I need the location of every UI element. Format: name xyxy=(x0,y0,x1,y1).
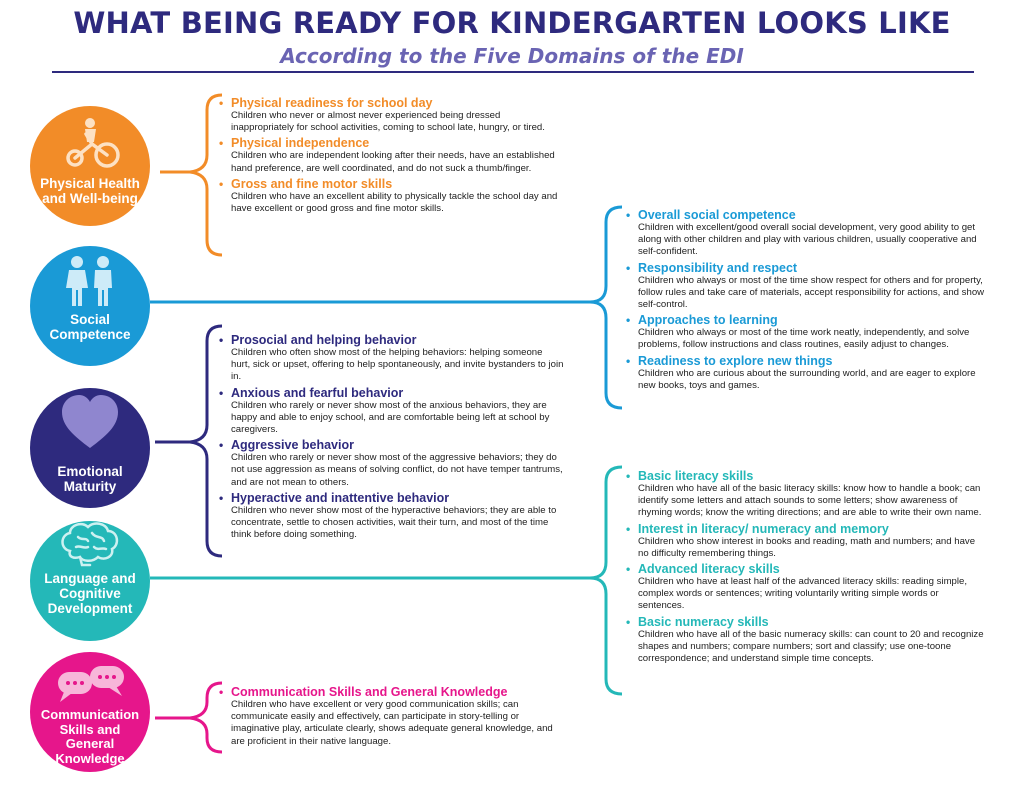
communication-bracket xyxy=(155,683,222,752)
list-item: • Physical independence Children who are independent looking after their needs, have an established hand preference, are well coordinated, and do not suck a thumb/finger. xyxy=(219,136,564,174)
list-item: • Basic numeracy skills Children who have all of the basic numeracy skills: can count to 20 and recognize shapes and numbers; compare numbers; sort and classify; use one-toone correspondence; and understand simple time concepts. xyxy=(626,615,986,666)
social-competence-circle xyxy=(30,246,150,366)
physical-bracket xyxy=(160,95,222,255)
language-cognitive-label: Language and Cognitive Development xyxy=(44,571,136,616)
language-cognitive-list xyxy=(626,469,986,667)
emotional-bracket xyxy=(155,326,222,556)
tricycle-icon xyxy=(30,114,150,177)
list-item: • Anxious and fearful behavior Children who rarely or never show most of the anxious behaviors, they are happy and able to enjoy school, and are comfortable being left at school by caregivers. xyxy=(219,386,564,437)
page-subtitle: According to the Five Domains of the EDI xyxy=(280,44,744,68)
children-icon xyxy=(30,250,150,313)
list-item: • Responsibility and respect Children who always or most of the time show respect for others and for property, follow rules and take care of materials, accept responsibility for actions, and show self-control. xyxy=(626,261,986,312)
physical-health-list xyxy=(219,96,564,217)
list-item: • Basic literacy skills Children who have all of the basic literacy skills: know how to handle a book; can identify some letters and attach sounds to some letters; show awareness of rhyming words; know the writing directions; and are able to write their own name. xyxy=(626,469,986,520)
communication-list xyxy=(219,685,564,750)
heart-icon xyxy=(30,390,150,459)
emotional-maturity-list xyxy=(219,333,564,543)
list-item: • Hyperactive and inattentive behavior Children who never show most of the hyperactive behaviors; they are able to concentrate, settle to chosen activities, wait their turn, and most of the time think before doing something. xyxy=(219,491,564,542)
list-item: • Advanced literacy skills Children who have at least half of the advanced literacy skills: reading simple, complex words or sentences; writing voluntarily writing simple words or sentences. xyxy=(626,562,986,613)
physical-health-label: Physical Health and Well-being xyxy=(40,176,140,206)
language-cognitive-circle xyxy=(30,521,150,641)
list-item: • Physical readiness for school day Children who never or almost never experienced being dressed inappropriately for school activities, coming to school late, hungry, or tired. xyxy=(219,96,564,134)
emotional-maturity-circle xyxy=(30,388,150,508)
list-item: • Interest in literacy/ numeracy and memory Children who show interest in books and reading, math and numbers; and have no difficulty remembering things. xyxy=(626,522,986,560)
emotional-maturity-label: Emotional Maturity xyxy=(57,464,123,494)
social-competence-label: Social Competence xyxy=(49,312,131,342)
list-item: • Gross and fine motor skills Children who have an excellent ability to physically tackle the school day and have excellent or good gross and fine motor skills. xyxy=(219,177,564,215)
list-item: • Readiness to explore new things Children who are curious about the surrounding world, and are eager to explore new books, toys and games. xyxy=(626,354,986,392)
communication-circle xyxy=(30,652,150,772)
speech-bubbles-icon xyxy=(30,658,150,713)
list-item: • Approaches to learning Children who always or most of the time work neatly, independently, and solve problems, follow instructions and class routines, easily adjust to changes. xyxy=(626,313,986,351)
list-item: • Aggressive behavior Children who rarely or never show most of the aggressive behaviors; they do not use aggression as means of solving conflict, do not have temper tantrums, and are not mean to others. xyxy=(219,438,564,489)
brain-icon xyxy=(30,517,150,578)
list-item: • Communication Skills and General Knowledge Children who have excellent or very good communication skills; can communicate easily and effectively, can participate in story-telling or imaginative play, articulate clearly, shows adequate general knowledge, and are proficient in their native language. xyxy=(219,685,564,748)
social-competence-list xyxy=(626,208,986,394)
communication-label: Communication Skills and General Knowledge xyxy=(40,707,140,766)
list-item: • Overall social competence Children with excellent/good overall social development, very good ability to get along with other children and play with various children, usually cooperative and self-confident. xyxy=(626,208,986,259)
list-item: • Prosocial and helping behavior Children who often show most of the helping behaviors: helping someone hurt, sick or upset, offering to help spontaneously, and invite bystanders to join in. xyxy=(219,333,564,384)
physical-health-circle xyxy=(30,106,150,226)
page-title: WHAT BEING READY FOR KINDERGARTEN LOOKS LIKE xyxy=(73,6,951,40)
